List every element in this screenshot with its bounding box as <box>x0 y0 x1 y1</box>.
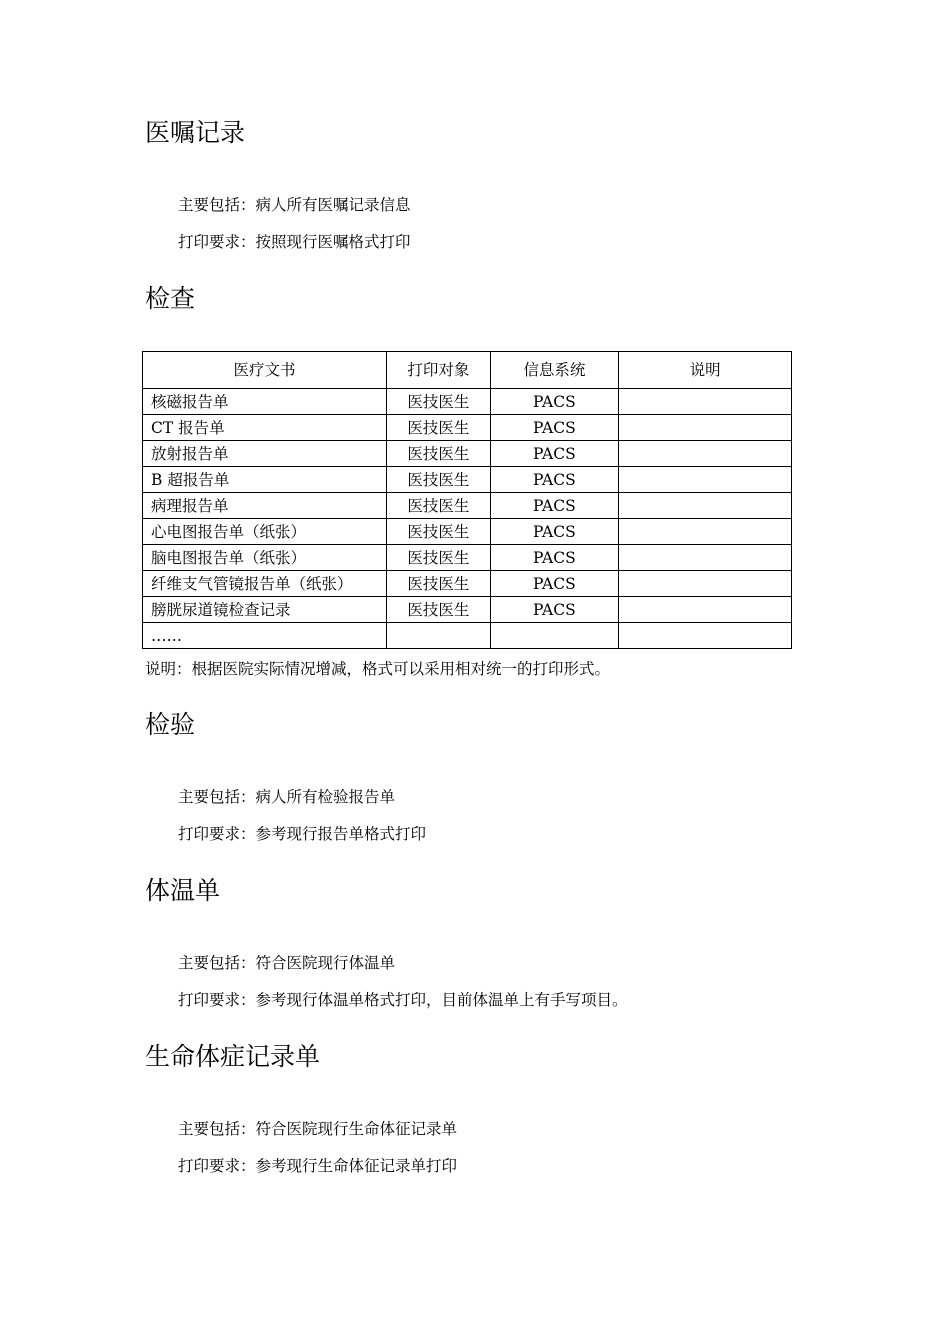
system-cell: PACS <box>490 571 619 597</box>
remark-cell <box>619 519 792 545</box>
table-row <box>143 389 792 415</box>
section-title-orders: 医嘱记录 <box>145 118 246 147</box>
remark-cell <box>619 597 792 623</box>
document-name-cell: 病理报告单 <box>143 493 387 519</box>
table-row <box>143 623 792 649</box>
remark-cell <box>619 415 792 441</box>
section-title-exam: 检查 <box>145 284 196 313</box>
print-target-cell <box>387 623 490 649</box>
system-cell: PACS <box>490 441 619 467</box>
section-title-temperature: 体温单 <box>145 876 221 905</box>
system-cell: PACS <box>490 389 619 415</box>
temperature-includes: 主要包括：符合医院现行体温单 <box>178 954 396 972</box>
vitals-print-requirement: 打印要求：参考现行生命体征记录单打印 <box>178 1157 458 1175</box>
print-target-cell: 医技医生 <box>387 571 490 597</box>
table-row <box>143 415 792 441</box>
document-name-cell: 心电图报告单（纸张） <box>143 519 387 545</box>
section-title-vitals: 生命体症记录单 <box>145 1042 321 1071</box>
section-title-lab: 检验 <box>145 710 196 739</box>
header-cell: 打印对象 <box>387 352 490 389</box>
document-name-cell: CT 报告单 <box>143 415 387 441</box>
table-row <box>143 597 792 623</box>
table-header-row <box>143 352 792 389</box>
print-target-cell: 医技医生 <box>387 545 490 571</box>
print-target-cell: 医技医生 <box>387 389 490 415</box>
system-cell: PACS <box>490 467 619 493</box>
exam-documents-table <box>142 351 792 649</box>
remark-cell <box>619 441 792 467</box>
print-target-cell: 医技医生 <box>387 519 490 545</box>
table-row <box>143 545 792 571</box>
exam-note: 说明：根据医院实际情况增减，格式可以采用相对统一的打印形式。 <box>145 660 611 678</box>
remark-cell <box>619 545 792 571</box>
system-cell <box>490 623 619 649</box>
table-row <box>143 467 792 493</box>
remark-cell <box>619 571 792 597</box>
print-target-cell: 医技医生 <box>387 467 490 493</box>
remark-cell <box>619 389 792 415</box>
header-cell: 说明 <box>619 352 792 389</box>
temperature-print-requirement: 打印要求：参考现行体温单格式打印，目前体温单上有手写项目。 <box>178 991 628 1009</box>
remark-cell <box>619 467 792 493</box>
document-name-cell: 膀胱尿道镜检查记录 <box>143 597 387 623</box>
print-target-cell: 医技医生 <box>387 597 490 623</box>
document-name-cell: 纤维支气管镜报告单（纸张） <box>143 571 387 597</box>
table-body <box>143 389 792 649</box>
system-cell: PACS <box>490 597 619 623</box>
vitals-includes: 主要包括：符合医院现行生命体征记录单 <box>178 1120 458 1138</box>
system-cell: PACS <box>490 415 619 441</box>
document-name-cell: 核磁报告单 <box>143 389 387 415</box>
print-target-cell: 医技医生 <box>387 441 490 467</box>
header-cell: 医疗文书 <box>143 352 387 389</box>
document-name-cell: …… <box>143 623 387 649</box>
document-name-cell: B 超报告单 <box>143 467 387 493</box>
remark-cell <box>619 493 792 519</box>
print-target-cell: 医技医生 <box>387 415 490 441</box>
table-row <box>143 519 792 545</box>
system-cell: PACS <box>490 519 619 545</box>
orders-includes: 主要包括：病人所有医嘱记录信息 <box>178 196 411 214</box>
system-cell: PACS <box>490 545 619 571</box>
header-cell: 信息系统 <box>490 352 619 389</box>
document-name-cell: 脑电图报告单（纸张） <box>143 545 387 571</box>
remark-cell <box>619 623 792 649</box>
print-target-cell: 医技医生 <box>387 493 490 519</box>
lab-print-requirement: 打印要求：参考现行报告单格式打印 <box>178 825 427 843</box>
table-row <box>143 571 792 597</box>
orders-print-requirement: 打印要求：按照现行医嘱格式打印 <box>178 233 411 251</box>
table-row <box>143 441 792 467</box>
system-cell: PACS <box>490 493 619 519</box>
document-name-cell: 放射报告单 <box>143 441 387 467</box>
lab-includes: 主要包括：病人所有检验报告单 <box>178 788 396 806</box>
table-row <box>143 493 792 519</box>
